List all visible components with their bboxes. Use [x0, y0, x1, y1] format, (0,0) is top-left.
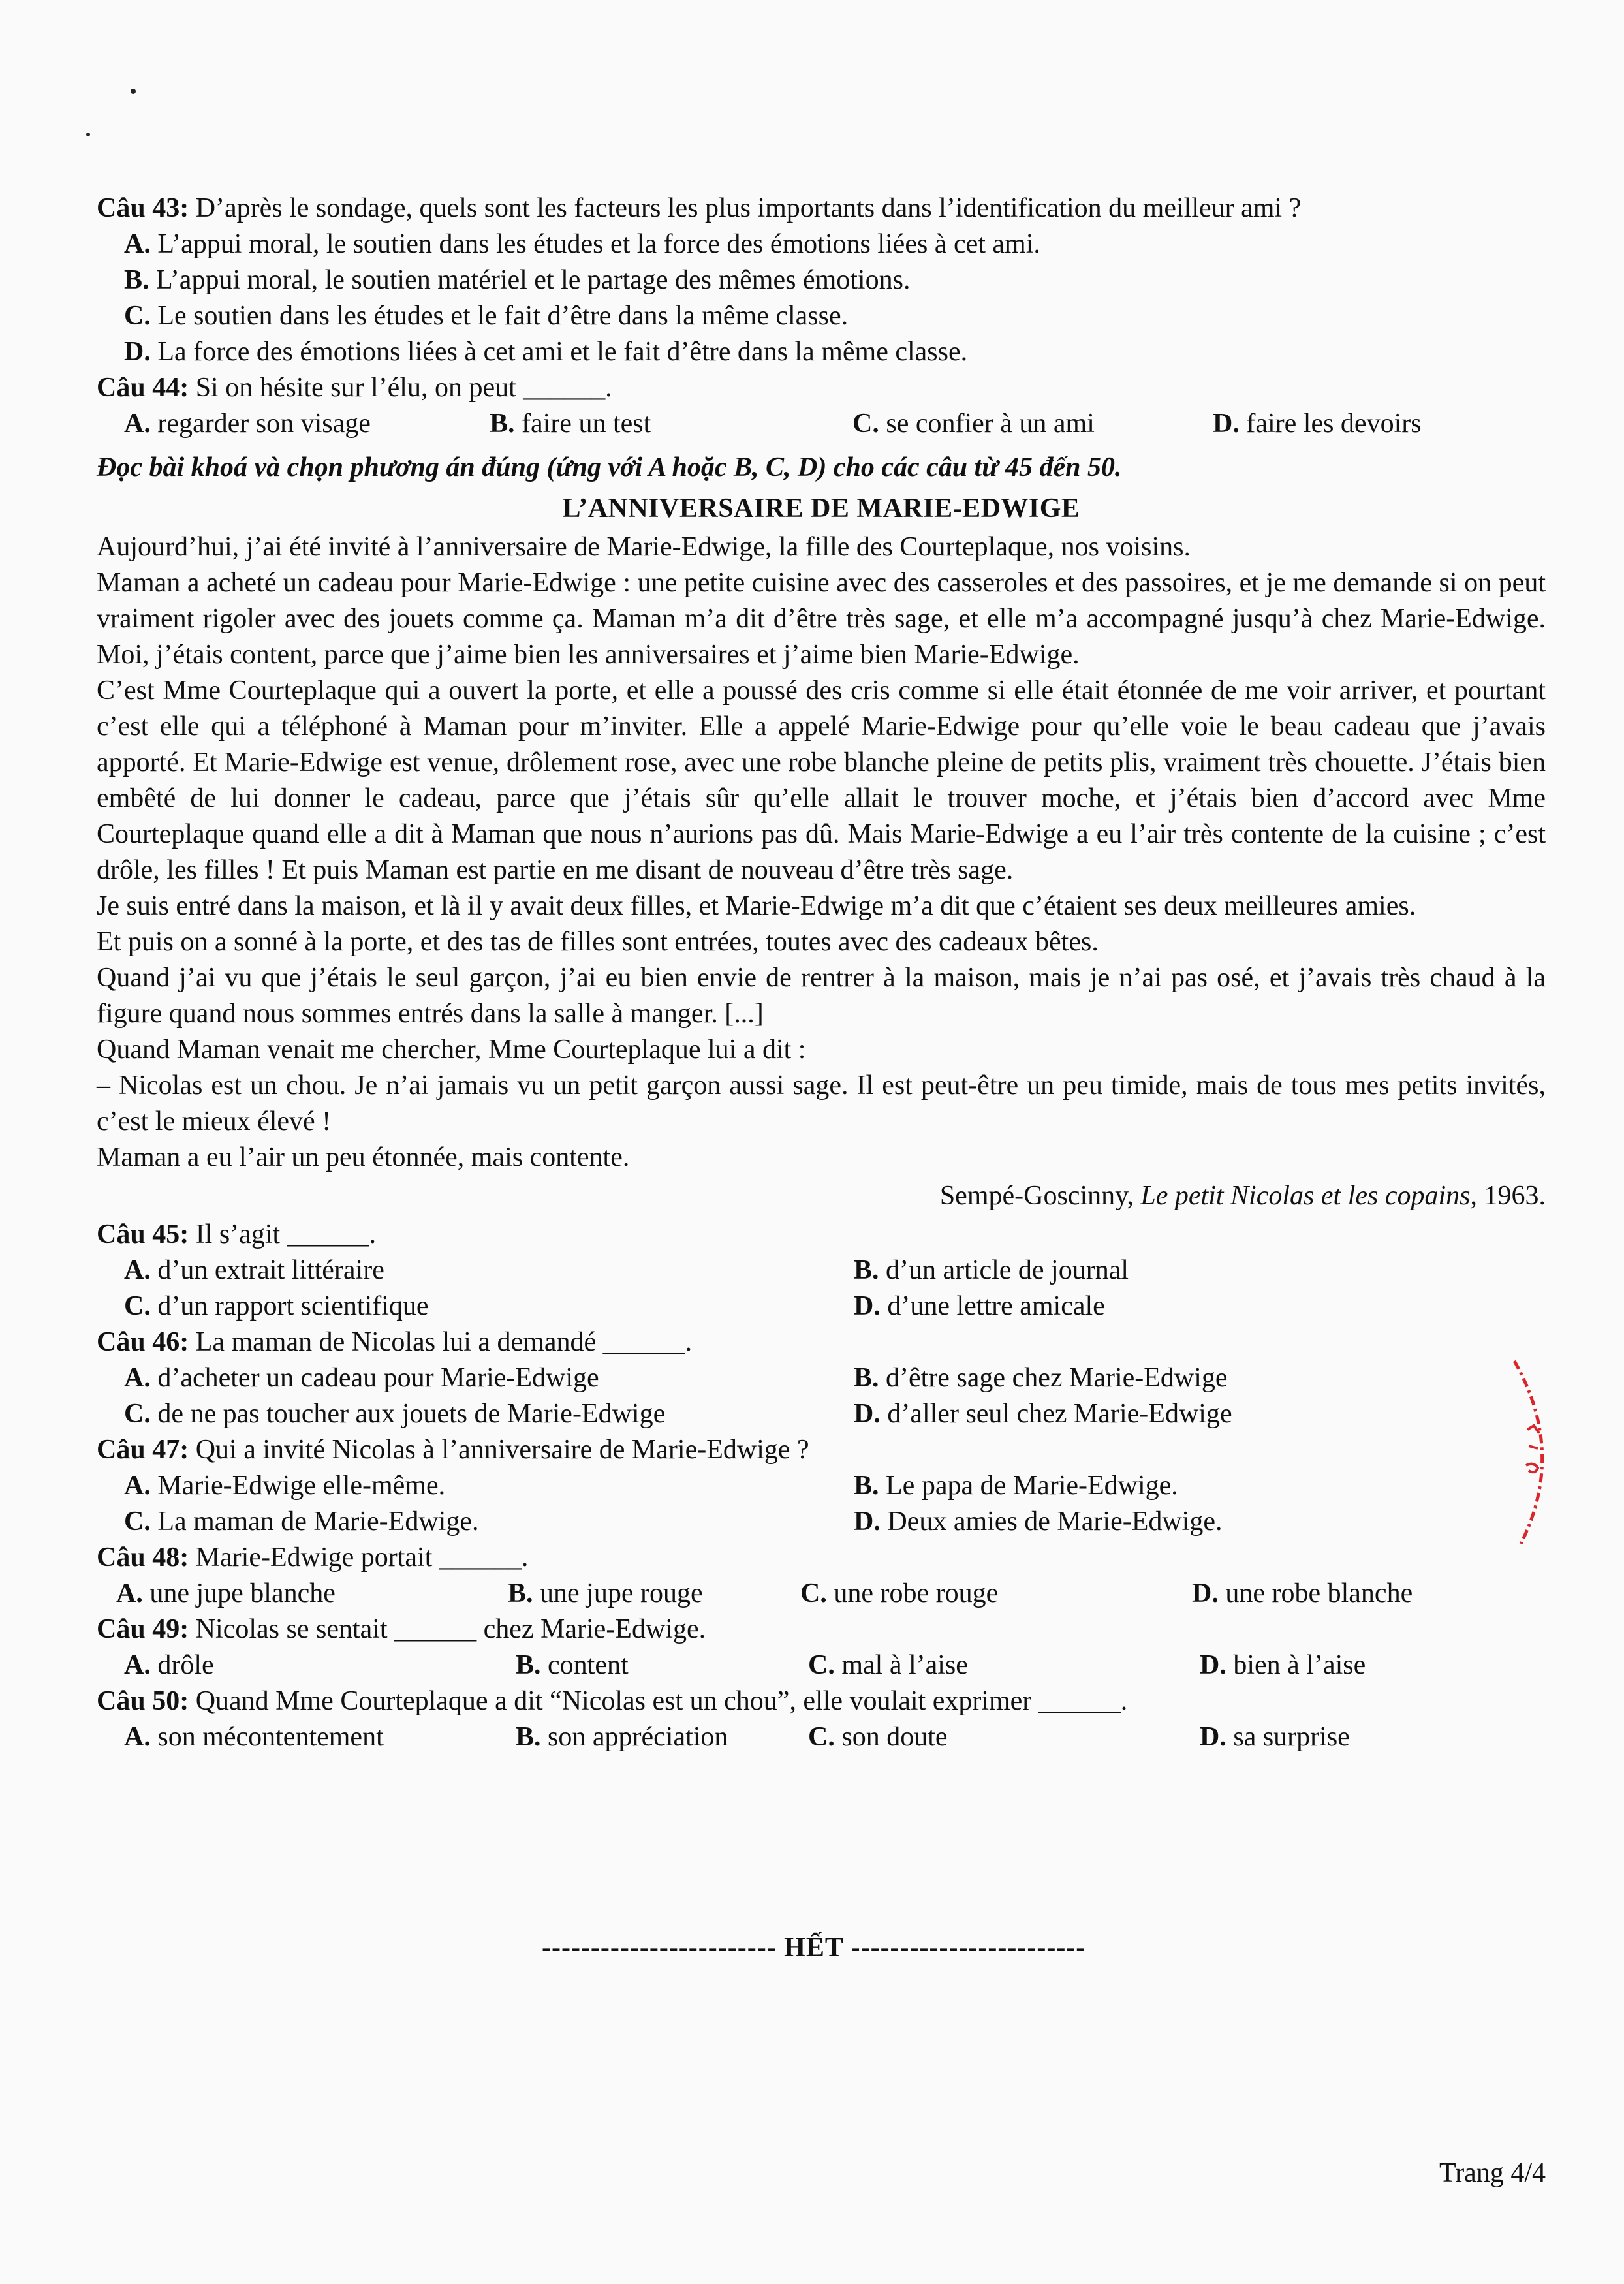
options-49 — [97, 1648, 1546, 1683]
option-45-b: B. d’un article de journal — [854, 1255, 1129, 1285]
option-48-a: A. une jupe blanche — [116, 1578, 336, 1608]
passage-paragraph: Je suis entré dans la maison, et là il y avait deux filles, et Marie-Edwige m’a dit que c’étaient ses deux meilleures amies. — [97, 891, 1416, 921]
question-49: Câu 49: Nicolas se sentait ______ chez Marie-Edwige. — [97, 1614, 706, 1644]
passage-paragraph: Quand Maman venait me chercher, Mme Courteplaque lui a dit : — [97, 1035, 806, 1065]
question-43: Câu 43: D’après le sondage, quels sont les facteurs les plus importants dans l’identification du meilleur ami ? — [97, 193, 1302, 223]
passage-source: Sempé-Goscinny, Le petit Nicolas et les copains, 1963. — [939, 1181, 1546, 1211]
end-marker: ------------------------ HẾT ------------------------ — [542, 1933, 1086, 1963]
scan-speck — [131, 89, 136, 94]
option-47-d: D. Deux amies de Marie-Edwige. — [854, 1507, 1223, 1537]
option-43-d: D. La force des émotions liées à cet ami et le fait d’être dans la même classe. — [124, 337, 968, 367]
option-49-c: C. mal à l’aise — [808, 1650, 968, 1680]
options-46 — [97, 1360, 1546, 1432]
options-44 — [97, 406, 1546, 442]
option-43-a: A. L’appui moral, le soutien dans les études et la force des émotions liées à cet ami. — [124, 229, 1040, 259]
option-48-c: C. une robe rouge — [800, 1578, 999, 1608]
option-49-d: D. bien à l’aise — [1200, 1650, 1366, 1680]
passage-paragraph: – Nicolas est un chou. Je n’ai jamais vu un petit garçon aussi sage. Il est peut-être un peu timide, mais de tous mes petits invités, c’est le mieux élevé ! — [97, 1071, 1546, 1136]
red-stamp-mark — [1495, 1354, 1567, 1550]
stamp-fragment — [1526, 1426, 1539, 1472]
options-50 — [97, 1719, 1546, 1755]
question-48: Câu 48: Marie-Edwige portait ______. — [97, 1542, 529, 1572]
scan-speck — [86, 133, 90, 136]
passage-title: L’ANNIVERSAIRE DE MARIE-EDWIGE — [562, 493, 1080, 524]
passage-paragraph: Et puis on a sonné à la porte, et des tas de filles sont entrées, toutes avec des cadeaux bêtes. — [97, 927, 1099, 957]
reading-instruction: Đọc bài khoá và chọn phương án đúng (ứng với A hoặc B, C, D) cho các câu từ 45 đến 50. — [97, 452, 1122, 482]
passage-paragraph: Quand j’ai vu que j’étais le seul garçon, j’ai eu bien envie de rentrer à la maison, mais je n’ai pas osé, et j’avais très chaud à la figure quand nous sommes entrés dans la salle à manger. [...] — [97, 963, 1546, 1029]
question-47: Câu 47: Qui a invité Nicolas à l’anniversaire de Marie-Edwige ? — [97, 1435, 809, 1465]
option-47-a: A. Marie-Edwige elle-même. — [124, 1471, 446, 1501]
passage-paragraph: Maman a acheté un cadeau pour Marie-Edwige : une petite cuisine avec des casseroles et des passoires, et je me demande si on peut vraiment rigoler avec des jouets comme ça. Maman m’a dit d’être très sage, et elle m’a accompagné jusqu’à chez Marie-Edwige. Moi, j’étais content, parce que j’aime bien les anniversaires et j’aime bien Marie-Edwige. — [97, 568, 1546, 670]
option-47-b: B. Le papa de Marie-Edwige. — [854, 1471, 1178, 1501]
option-43-c: C. Le soutien dans les études et le fait d’être dans la même classe. — [124, 301, 849, 331]
option-44-d: D. faire les devoirs — [1213, 409, 1422, 439]
question-46: Câu 46: La maman de Nicolas lui a demandé ______. — [97, 1327, 693, 1357]
question-45: Câu 45: Il s’agit ______. — [97, 1219, 377, 1249]
option-46-c: C. de ne pas toucher aux jouets de Marie-Edwige — [124, 1399, 666, 1429]
question-50: Câu 50: Quand Mme Courteplaque a dit “Nicolas est un chou”, elle voulait exprimer ______. — [97, 1686, 1128, 1716]
option-44-b: B. faire un test — [490, 409, 651, 439]
passage-paragraph: Aujourd’hui, j’ai été invité à l’anniversaire de Marie-Edwige, la fille des Courteplaque, nos voisins. — [97, 532, 1191, 562]
option-48-b: B. une jupe rouge — [508, 1578, 703, 1608]
exam-page-content — [97, 191, 1546, 1755]
option-43-b: B. L’appui moral, le soutien matériel et le partage des mêmes émotions. — [124, 265, 911, 295]
options-45 — [97, 1253, 1546, 1324]
option-49-b: B. content — [516, 1650, 629, 1680]
passage-paragraph: C’est Mme Courteplaque qui a ouvert la porte, et elle a poussé des cris comme si elle était étonnée de me voir arriver, et pourtant c’est elle qui a téléphoné à Maman pour m’inviter. Elle a appelé Marie-Edwige pour qu’elle voie le beau cadeau que j’avais apporté. Et Marie-Edwige est venue, drôlement rose, avec une robe blanche pleine de petits plis, vraiment très chouette. J’étais bien embêté de lui donner le cadeau, parce que j’étais sûr qu’elle allait le trouver moche, et j’étais bien d’accord avec Mme Courteplaque quand elle a dit à Maman que nous n’aurions pas dû. Mais Marie-Edwige a eu l’air très contente de la cuisine ; c’est drôle, les filles ! Et puis Maman est partie en me disant de nouveau d’être très sage. — [97, 676, 1546, 885]
options-47 — [97, 1468, 1546, 1540]
option-49-a: A. drôle — [124, 1650, 214, 1680]
option-50-b: B. son appréciation — [516, 1722, 728, 1752]
option-45-a: A. d’un extrait littéraire — [124, 1255, 384, 1285]
option-50-d: D. sa surprise — [1200, 1722, 1350, 1752]
page-number: Trang 4/4 — [1439, 2158, 1546, 2188]
option-46-b: B. d’être sage chez Marie-Edwige — [854, 1363, 1228, 1393]
option-45-d: D. d’une lettre amicale — [854, 1291, 1105, 1321]
option-50-a: A. son mécontentement — [124, 1722, 384, 1752]
question-44: Câu 44: Si on hésite sur l’élu, on peut ______. — [97, 373, 612, 403]
option-47-c: C. La maman de Marie-Edwige. — [124, 1507, 479, 1537]
options-48 — [97, 1576, 1546, 1612]
option-44-c: C. se confier à un ami — [852, 409, 1095, 439]
option-46-d: D. d’aller seul chez Marie-Edwige — [854, 1399, 1232, 1429]
stamp-arc — [1514, 1361, 1542, 1544]
option-48-d: D. une robe blanche — [1192, 1578, 1413, 1608]
option-46-a: A. d’acheter un cadeau pour Marie-Edwige — [124, 1363, 599, 1393]
passage-paragraph: Maman a eu l’air un peu étonnée, mais contente. — [97, 1142, 630, 1172]
option-50-c: C. son doute — [808, 1722, 948, 1752]
option-44-a: A. regarder son visage — [124, 409, 371, 439]
option-45-c: C. d’un rapport scientifique — [124, 1291, 429, 1321]
